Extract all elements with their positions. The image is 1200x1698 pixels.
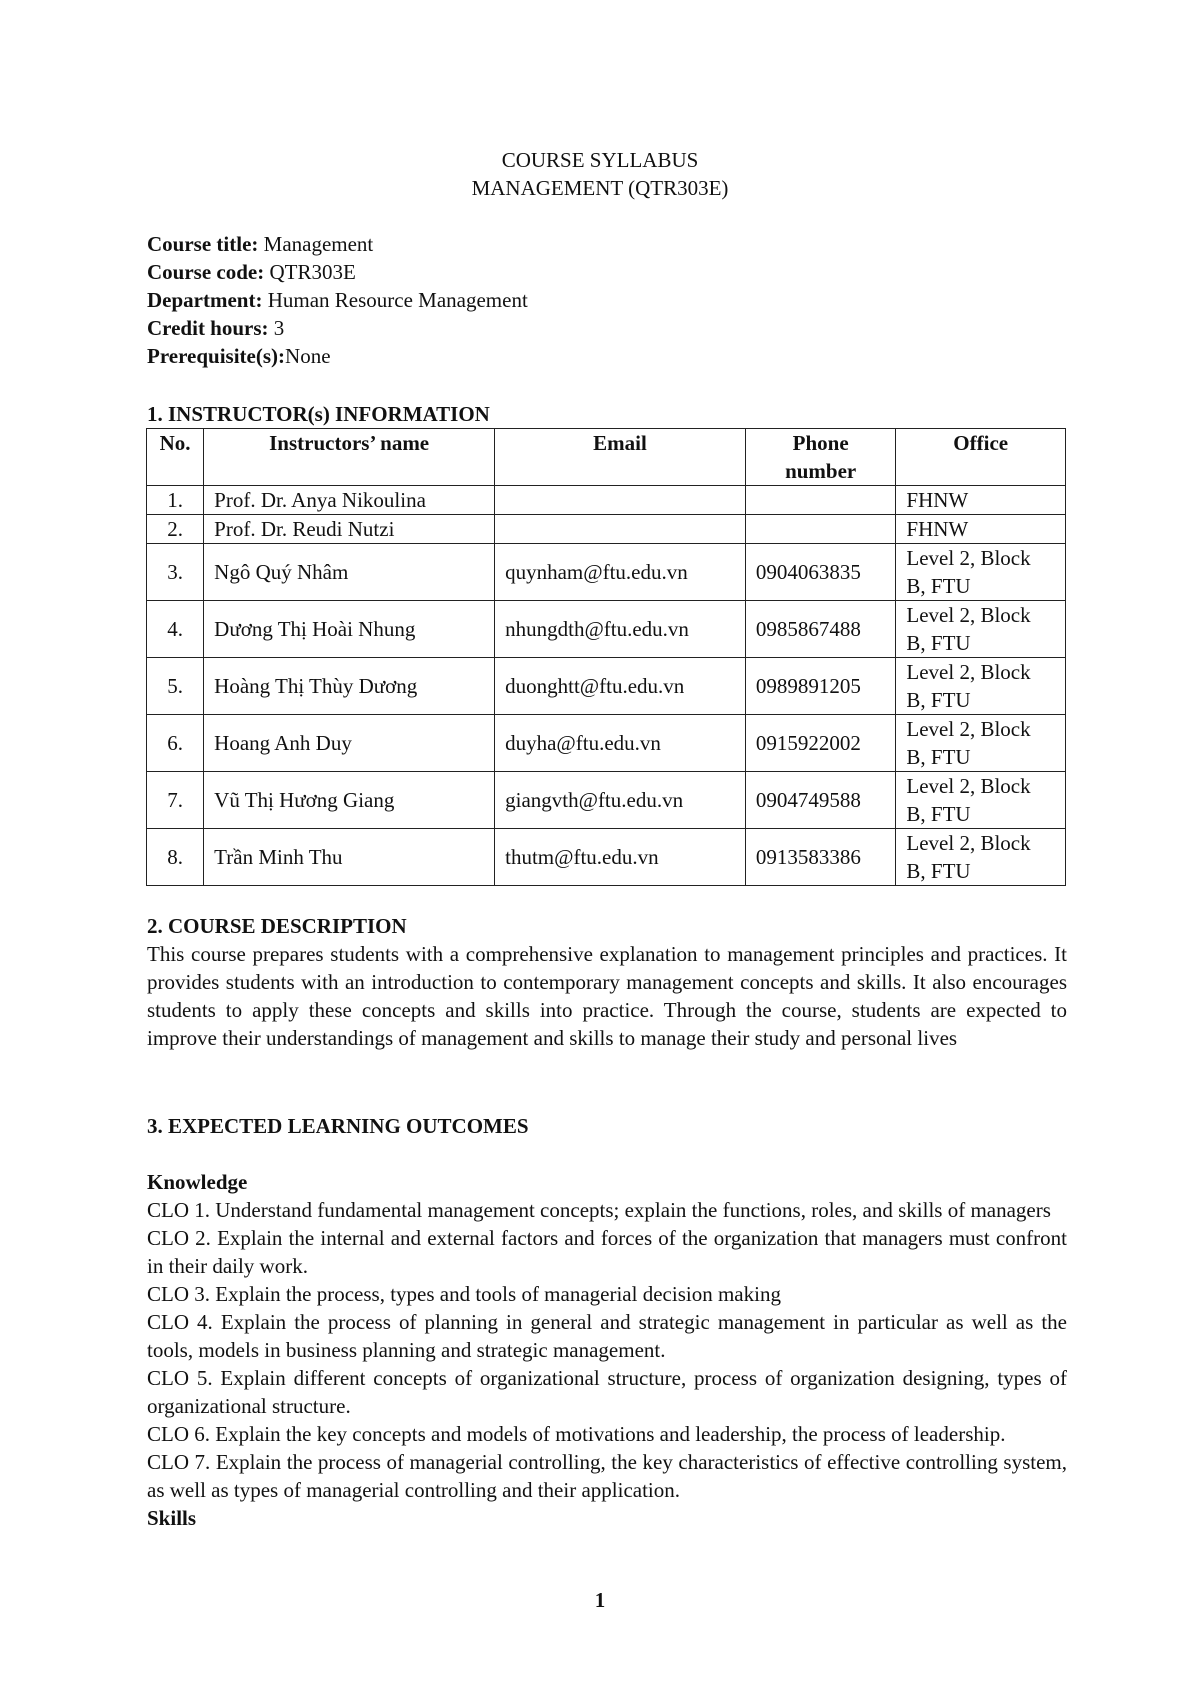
course-title-value: Management: [258, 232, 374, 256]
clo-item: CLO 7. Explain the process of managerial controlling, the key characteristics of effective controlling system, as well as types of managerial controlling and their application.: [147, 1450, 1067, 1502]
clo-item: CLO 4. Explain the process of planning in general and strategic management in particular as well as the tools, models in business planning and strategic management.: [147, 1310, 1067, 1362]
cell-office: Level 2, Block B, FTU: [896, 658, 1066, 715]
cell-name: Hoàng Thị Thùy Dương: [204, 658, 495, 715]
prerequisite-value: None: [285, 344, 331, 368]
page-number: 1: [594, 1588, 606, 1612]
section-3-heading: 3. EXPECTED LEARNING OUTCOMES: [147, 1114, 529, 1138]
cell-phone: 0915922002: [745, 715, 895, 772]
cell-name: Trần Minh Thu: [204, 829, 495, 886]
cell-office: Level 2, Block B, FTU: [896, 715, 1066, 772]
instructor-table: [146, 428, 1066, 886]
credit-hours-value: 3: [268, 316, 285, 340]
table-row: [147, 772, 1066, 829]
cell-office: FHNW: [896, 486, 1066, 515]
column-header-email: Email: [495, 429, 746, 486]
prerequisite-label: Prerequisite(s):: [147, 344, 286, 368]
cell-name: Dương Thị Hoài Nhung: [204, 601, 495, 658]
column-header-no: No.: [147, 429, 204, 486]
cell-office: Level 2, Block B, FTU: [896, 829, 1066, 886]
cell-phone: 0904063835: [745, 544, 895, 601]
department-value: Human Resource Management: [262, 288, 528, 312]
clo-item: CLO 6. Explain the key concepts and models of motivations and leadership, the process of leadership.: [147, 1422, 1006, 1446]
course-code-row: [147, 258, 1067, 286]
cell-email: nhungdth@ftu.edu.vn: [495, 601, 746, 658]
course-info: [147, 230, 1067, 370]
title-line-1: COURSE SYLLABUS: [501, 148, 699, 172]
cell-office: Level 2, Block B, FTU: [896, 544, 1066, 601]
cell-no: 8.: [147, 829, 204, 886]
clo-item: CLO 2. Explain the internal and external factors and forces of the organization that managers must confront in their daily work.: [147, 1226, 1067, 1278]
table-row: [147, 544, 1066, 601]
course-description: This course prepares students with a comprehensive explanation to management principles and practices. It provides students with an introduction to contemporary management concepts and skills. It also encourages students to apply these concepts and skills into practice. Through the course, students are expected to improve their understandings of management and skills to manage their study and personal lives: [147, 942, 1067, 1050]
cell-phone: [745, 515, 895, 544]
cell-name: Prof. Dr. Anya Nikoulina: [204, 486, 495, 515]
column-header-name: Instructors’ name: [204, 429, 495, 486]
cell-email: thutm@ftu.edu.vn: [495, 829, 746, 886]
cell-name: Vũ Thị Hương Giang: [204, 772, 495, 829]
cell-no: 5.: [147, 658, 204, 715]
cell-email: quynham@ftu.edu.vn: [495, 544, 746, 601]
skills-subheading: Skills: [147, 1506, 197, 1530]
credit-hours-label: Credit hours:: [147, 316, 269, 340]
cell-phone: [745, 486, 895, 515]
cell-name: Prof. Dr. Reudi Nutzi: [204, 515, 495, 544]
table-row: [147, 601, 1066, 658]
cell-email: duyha@ftu.edu.vn: [495, 715, 746, 772]
table-header-row: [147, 429, 1066, 486]
cell-no: 3.: [147, 544, 204, 601]
table-row: [147, 486, 1066, 515]
column-header-office: Office: [896, 429, 1066, 486]
cell-office: FHNW: [896, 515, 1066, 544]
cell-office: Level 2, Block B, FTU: [896, 772, 1066, 829]
cell-name: Hoang Anh Duy: [204, 715, 495, 772]
course-title-row: [147, 230, 1067, 258]
section-1-heading: 1. INSTRUCTOR(s) INFORMATION: [147, 402, 490, 426]
cell-email: duonghtt@ftu.edu.vn: [495, 658, 746, 715]
clo-item: CLO 5. Explain different concepts of organizational structure, process of organization designing, types of organizational structure.: [147, 1366, 1067, 1418]
table-row: [147, 658, 1066, 715]
course-title-label: Course title:: [147, 232, 259, 256]
cell-email: [495, 486, 746, 515]
cell-no: 4.: [147, 601, 204, 658]
cell-office: Level 2, Block B, FTU: [896, 601, 1066, 658]
title-line-2: MANAGEMENT (QTR303E): [471, 176, 729, 200]
cell-no: 6.: [147, 715, 204, 772]
table-row: [147, 829, 1066, 886]
cell-no: 1.: [147, 486, 204, 515]
cell-no: 2.: [147, 515, 204, 544]
cell-phone: 0913583386: [745, 829, 895, 886]
knowledge-subheading: Knowledge: [147, 1170, 248, 1194]
learning-outcomes: [147, 1168, 1067, 1532]
document-title: [0, 146, 1200, 202]
prerequisite-row: [147, 342, 1067, 370]
cell-email: [495, 515, 746, 544]
clo-item: CLO 1. Understand fundamental management concepts; explain the functions, roles, and skills of managers: [147, 1198, 1051, 1222]
cell-no: 7.: [147, 772, 204, 829]
department-label: Department:: [147, 288, 263, 312]
course-code-value: QTR303E: [264, 260, 356, 284]
table-row: [147, 515, 1066, 544]
cell-email: giangvth@ftu.edu.vn: [495, 772, 746, 829]
section-2-heading: 2. COURSE DESCRIPTION: [147, 914, 407, 938]
table-row: [147, 715, 1066, 772]
clo-item: CLO 3. Explain the process, types and tools of managerial decision making: [147, 1282, 781, 1306]
cell-name: Ngô Quý Nhâm: [204, 544, 495, 601]
column-header-phone: Phone number: [745, 429, 895, 486]
department-row: [147, 286, 1067, 314]
course-code-label: Course code:: [147, 260, 265, 284]
cell-phone: 0989891205: [745, 658, 895, 715]
credit-hours-row: [147, 314, 1067, 342]
cell-phone: 0985867488: [745, 601, 895, 658]
cell-phone: 0904749588: [745, 772, 895, 829]
